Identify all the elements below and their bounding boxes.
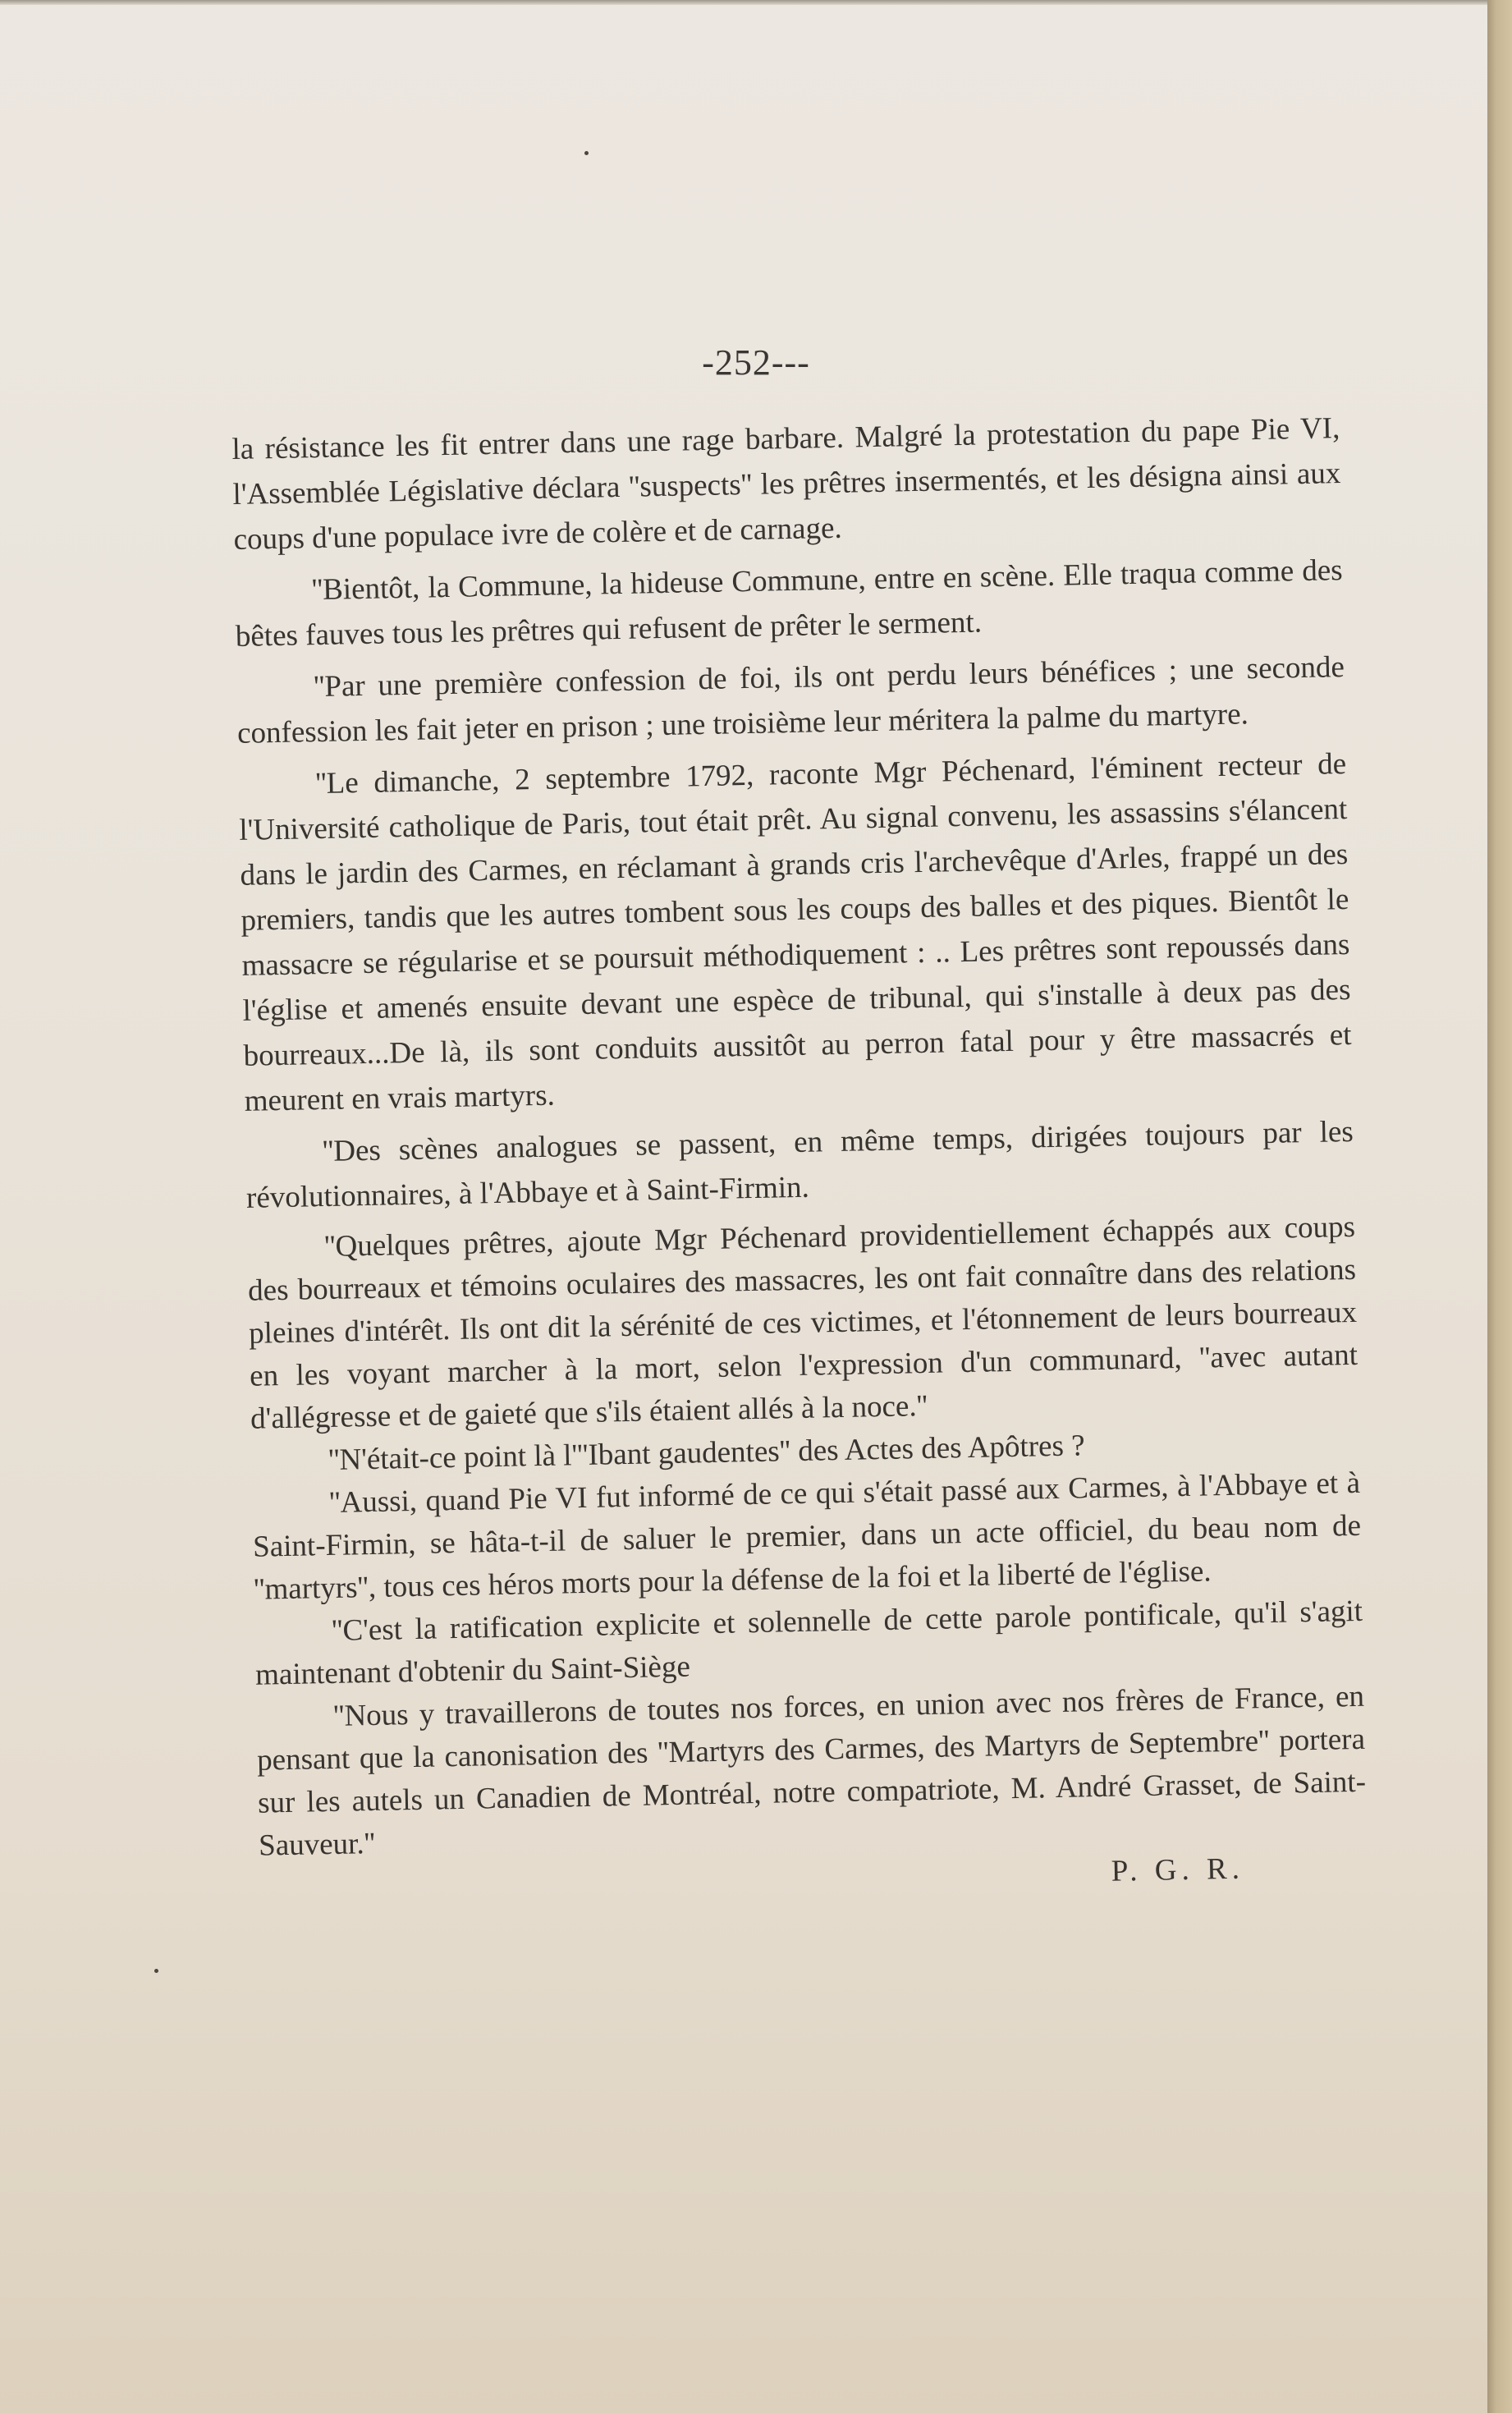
page-top-edge <box>0 0 1487 5</box>
paragraph: ''Bientôt, la Commune, la hideuse Commune, entre en scène. Elle traqua comme des bêtes fauves tous les prêtres qui refusent de prêter le serment. <box>235 553 1343 654</box>
paragraph: ''Par une première confession de foi, ils ont perdu leurs bénéfices ; une seconde confession les fait jeter en prison ; une troisième leur méritera la palme du martyre. <box>236 650 1345 750</box>
paragraph: ''Aussi, quand Pie VI fut informé de ce qui s'était passé aux Carmes, à l'Abbaye et à Saint-Firmin, se hâta-t-il de saluer le premier, dans un acte officiel, du beau nom de ''martyrs'', tous ces héros morts pour la défense de la foi et la liberté de l'église. <box>252 1466 1362 1607</box>
paragraph: la résistance les fit entrer dans une rage barbare. Malgré la protestation du pape Pie VI, l'Assemblée Législative déclara ''suspects'' les prêtres insermentés, et les désigna ainsi aux coups d'une populace ivre de colère et de carnage. <box>231 411 1341 557</box>
paragraph: ''Le dimanche, 2 septembre 1792, raconte Mgr Péchenard, l'éminent recteur de l'Université catholique de Paris, tout était prêt. Au signal convenu, les assassins s'élancent dans le jardin des Carmes, en réclamant à grands cris l'archevêque d'Arles, frappé un des premiers, tandis que les autres tombent sous les coups des balles et des piques. Bientôt le massacre se régularise et se poursuit méthodiquement : .. Les prêtres sont repoussés dans l'église et amenés ensuite devant une espèce de tribunal, qui s'installe à deux pas des bourreaux...De là, ils sont conduits aussitôt au perron fatal pour y être massacrés et meurent en vrais martyrs. <box>239 747 1352 1118</box>
signature: P. G. R. <box>1111 1851 1245 1888</box>
paper-speck <box>154 1969 158 1973</box>
paragraph: ''Quelques prêtres, ajoute Mgr Péchenard providentiellement échappés aux coups des bourreaux et témoins oculaires des massacres, les ont fait connaître dans des relations pleines d'intérêt. Ils ont dit la sérénité de ces victimes, et l'étonnement de leurs bourreaux en les voyant marcher à la mort, selon l'expression d'un communard, ''avec autant d'allégresse et de gaieté que s'ils étaient allés à la noce.'' <box>247 1209 1359 1436</box>
body-text <box>231 406 1368 1909</box>
page-number: -252--- <box>702 342 810 383</box>
paragraph: ''N'était-ce point là l'''Ibant gaudentes'' des Actes des Apôtres ? <box>328 1429 1085 1477</box>
paragraph: ''Nous y travaillerons de toutes nos forces, en union avec nos frères de France, en pensant que la canonisation des ''Martyrs des Carmes, des Martyrs de Septembre'' portera sur les autels un Canadien de Montréal, notre compatriote, M. André Grasset, de Saint-Sauveur.'' <box>256 1679 1367 1863</box>
paragraph: ''Des scènes analogues se passent, en même temps, dirigées toujours par les révolutionnaires, à l'Abbaye et à Saint-Firmin. <box>245 1114 1354 1215</box>
paragraph: ''C'est la ratification explicite et solennelle de cette parole pontificale, qu'il s'agit maintenant d'obtenir du Saint-Siège <box>254 1594 1363 1692</box>
paper-speck <box>584 151 589 155</box>
